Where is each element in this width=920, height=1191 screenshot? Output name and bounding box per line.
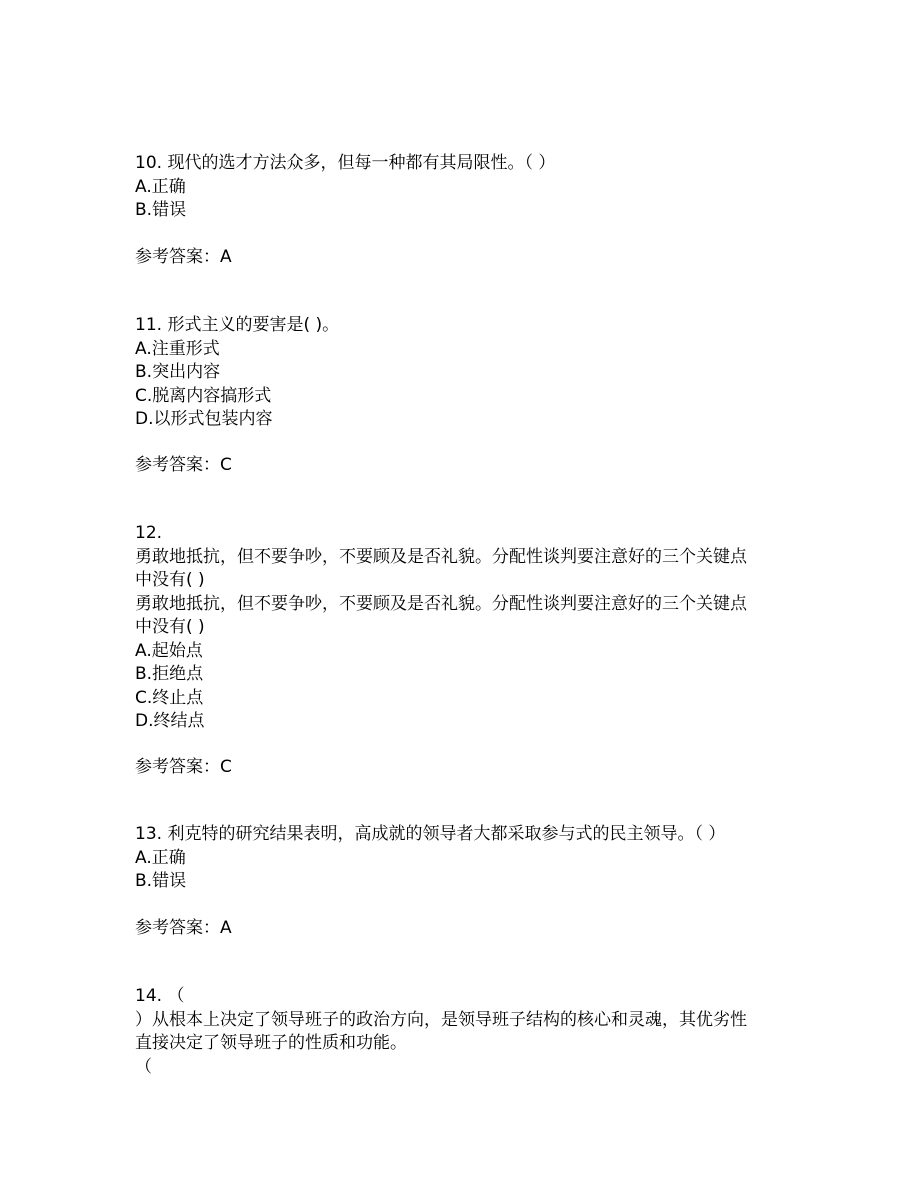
option-b: B.错误 [135, 200, 187, 220]
question-text: 直接决定了领导班子的性质和功能。 [135, 1033, 407, 1053]
option-a: A.正确 [135, 176, 186, 197]
question-text: 勇敢地抵抗，但不要争吵，不要顾及是否礼貌。分配性谈判要注意好的三个关键点 [135, 546, 747, 567]
question-text: 10. 现代的选才方法众多，但每一种都有其局限性。（ ） [135, 153, 556, 173]
option-b: B.突出内容 [135, 362, 221, 382]
option-c: C.脱离内容搞形式 [135, 385, 272, 406]
question-13 [135, 823, 795, 894]
question-text: 中没有( ) [135, 617, 205, 637]
question-text: 勇敢地抵抗，但不要争吵，不要顾及是否礼貌。分配性谈判要注意好的三个关键点 [135, 593, 747, 614]
answer-12: 参考答案：C [135, 757, 232, 777]
answer-11: 参考答案：C [135, 455, 232, 475]
option-d: D.终结点 [135, 711, 205, 731]
option-b: B.拒绝点 [135, 664, 204, 684]
question-number: 12. [135, 523, 163, 543]
option-c: C.终止点 [135, 687, 204, 708]
question-text: 中没有( ) [135, 570, 205, 590]
answer-13: 参考答案：A [135, 918, 232, 938]
option-a: A.注重形式 [135, 338, 220, 359]
option-a: A.起始点 [135, 640, 203, 661]
option-a: A.正确 [135, 847, 186, 868]
question-10 [135, 152, 795, 223]
question-text: （ [135, 1056, 152, 1077]
option-b: B.错误 [135, 871, 187, 891]
question-text: 11. 形式主义的要害是( )。 [135, 315, 340, 335]
answer-10: 参考答案：A [135, 247, 232, 267]
question-text: ）从根本上决定了领导班子的政治方向，是领导班子结构的核心和灵魂，其优劣性 [135, 1009, 747, 1030]
question-14 [135, 985, 795, 1079]
question-11 [135, 314, 795, 432]
question-12 [135, 522, 795, 734]
question-text: 13. 利克特的研究结果表明，高成就的领导者大都采取参与式的民主领导。（ ） [135, 824, 726, 844]
question-number: 14. （ [135, 986, 185, 1006]
option-d: D.以形式包装内容 [135, 409, 273, 429]
